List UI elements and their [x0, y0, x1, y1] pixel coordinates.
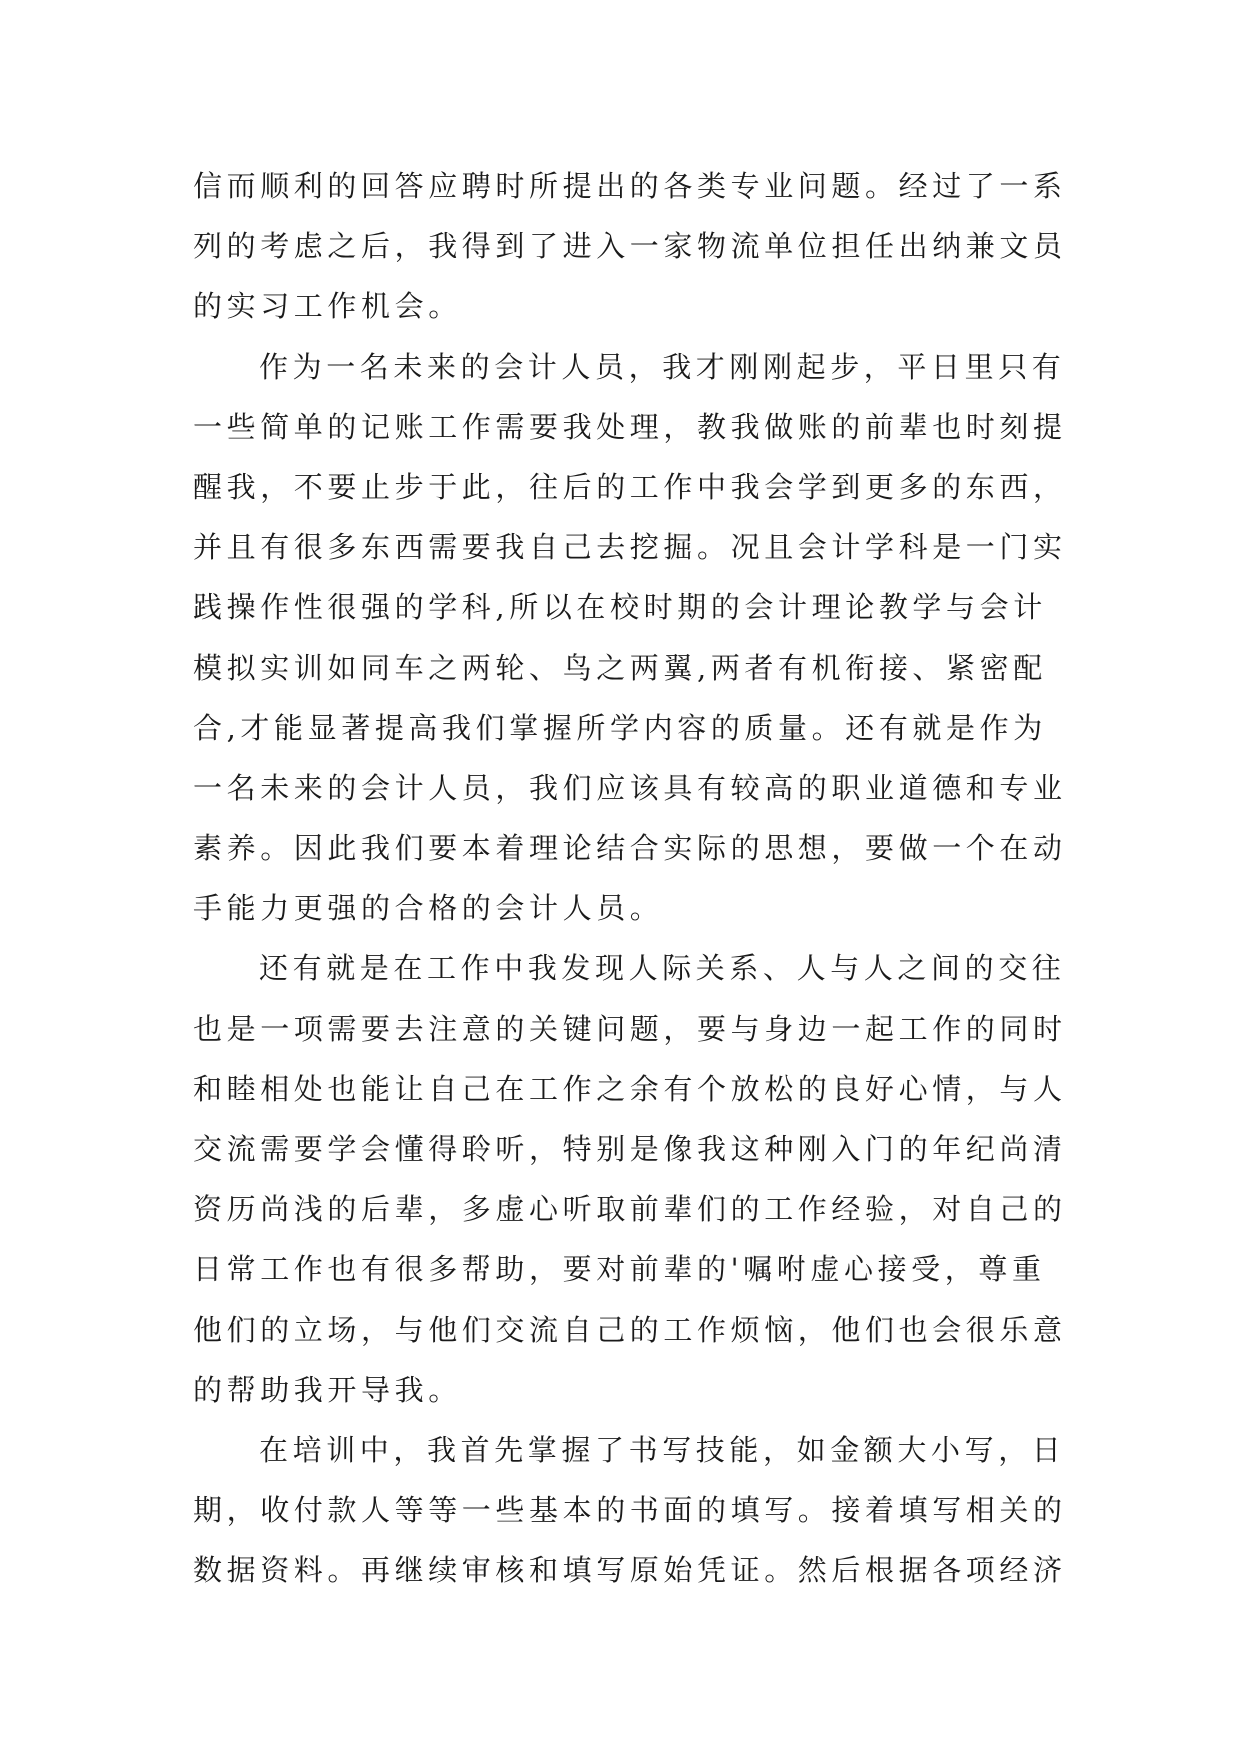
- text-line: 手能力更强的合格的会计人员。: [193, 891, 664, 926]
- text-line: 列的考虑之后，我得到了进入一家物流单位担任出纳兼文员: [193, 229, 1067, 264]
- text-line: 期，收付款人等等一些基本的书面的填写。接着填写相关的: [193, 1493, 1067, 1528]
- text-line: 交流需要学会懂得聆听，特别是像我这种刚入门的年纪尚清: [193, 1132, 1067, 1166]
- paragraph-first-line: 作为一名未来的会计人员，我才刚刚起步，平日里只有: [259, 349, 1066, 384]
- text-line: 并且有很多东西需要我自己去挖掘。况且会计学科是一门实: [193, 530, 1067, 565]
- text-line: 一名未来的会计人员，我们应该具有较高的职业道德和专业: [193, 770, 1067, 805]
- text-line: 合,才能显著提高我们掌握所学内容的质量。还有就是作为: [193, 710, 1047, 745]
- text-line: 也是一项需要去注意的关键问题，要与身边一起工作的同时: [193, 1011, 1067, 1046]
- text-line: 的帮助我开导我。: [193, 1372, 462, 1407]
- document-body: [193, 156, 1067, 1601]
- text-line: 践操作性很强的学科,所以在校时期的会计理论教学与会计: [193, 590, 1047, 625]
- text-line: 一些简单的记账工作需要我处理，教我做账的前辈也时刻提: [193, 409, 1067, 444]
- text-line: 他们的立场，与他们交流自己的工作烦恼，他们也会很乐意: [193, 1312, 1067, 1347]
- text-line: 信而顺利的回答应聘时所提出的各类专业问题。经过了一系: [193, 169, 1067, 203]
- text-line: 资历尚浅的后辈，多虚心听取前辈们的工作经验，对自己的: [193, 1192, 1067, 1227]
- text-line: 模拟实训如同车之两轮、鸟之两翼,两者有机衔接、紧密配: [193, 650, 1047, 685]
- text-line: 醒我，不要止步于此，往后的工作中我会学到更多的东西，: [193, 469, 1067, 504]
- text-line: 的实习工作机会。: [193, 289, 462, 324]
- text-line: 数据资料。再继续审核和填写原始凭证。然后根据各项经济: [193, 1553, 1067, 1588]
- text-line: 和睦相处也能让自己在工作之余有个放松的良好心情，与人: [193, 1071, 1067, 1106]
- text-line: 素养。因此我们要本着理论结合实际的思想，要做一个在动: [193, 831, 1067, 866]
- text-line: 日常工作也有很多帮助，要对前辈的'嘱咐虚心接受，尊重: [193, 1252, 1046, 1287]
- paragraph-first-line: 在培训中，我首先掌握了书写技能，如金额大小写，日: [259, 1432, 1066, 1467]
- paragraph-first-line: 还有就是在工作中我发现人际关系、人与人之间的交往: [259, 951, 1066, 986]
